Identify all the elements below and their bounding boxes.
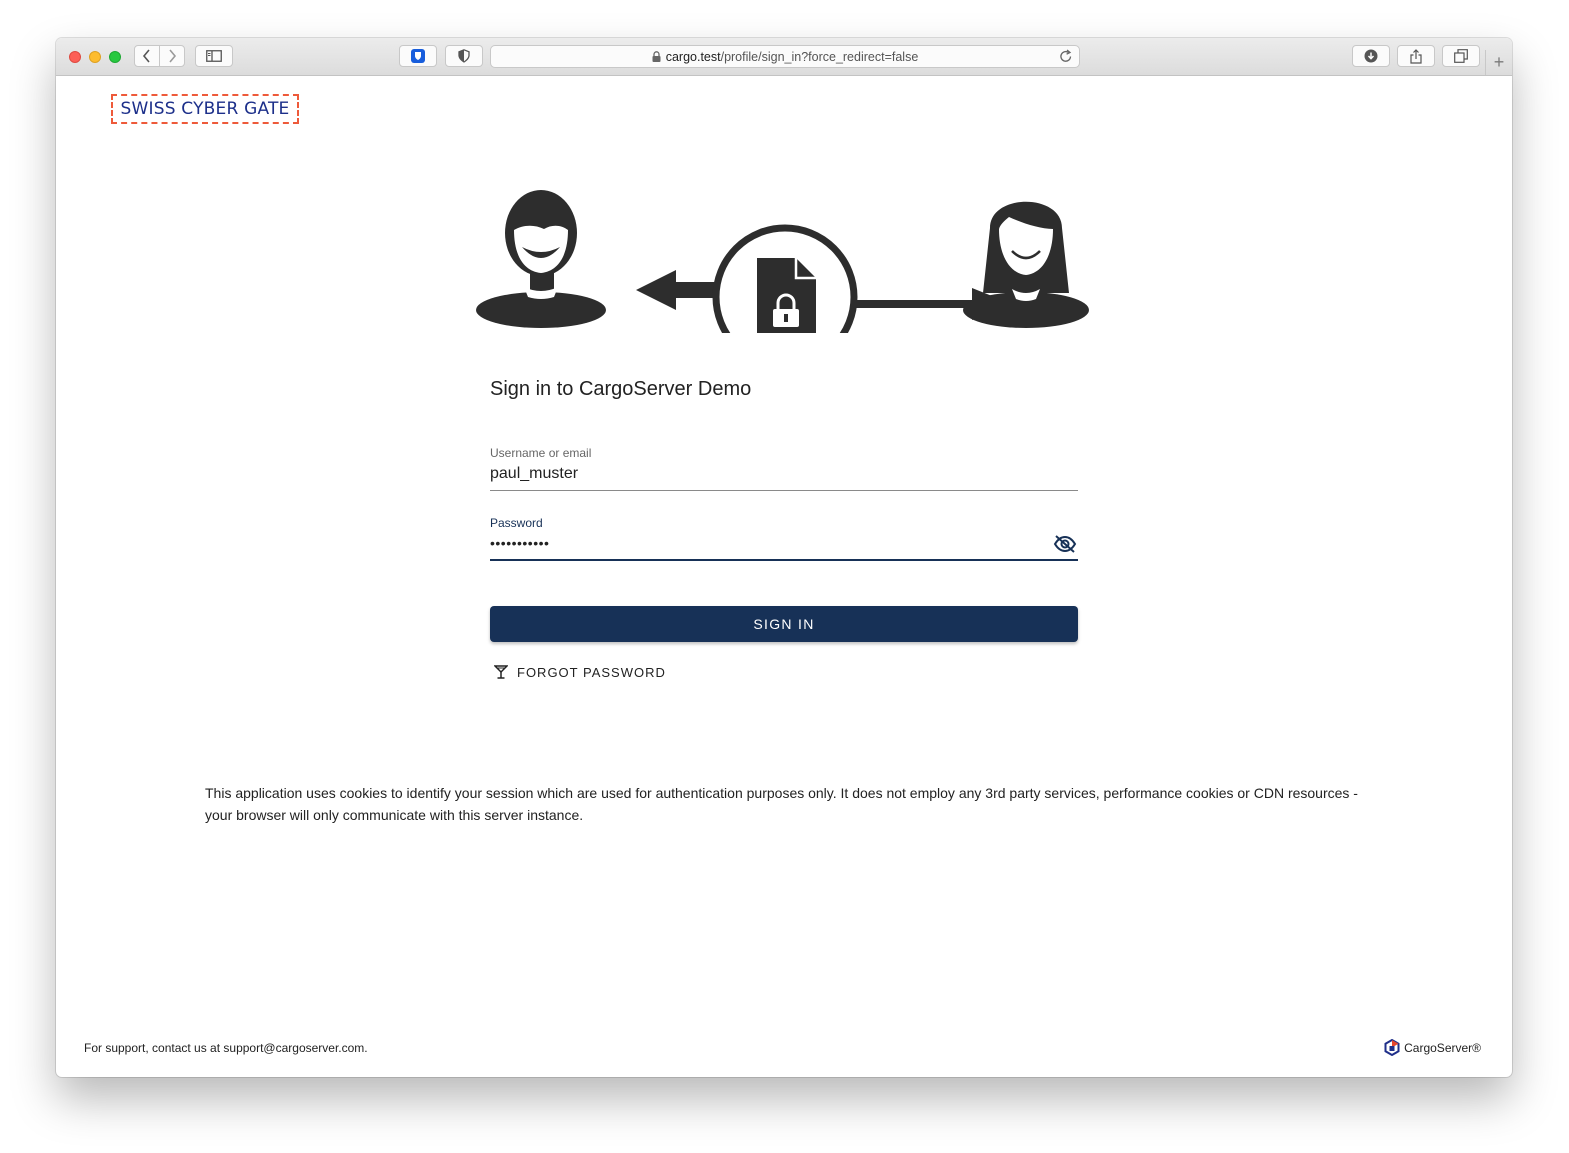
back-icon	[142, 49, 152, 63]
zoom-window-button[interactable]	[109, 51, 121, 63]
bitwarden-extension-button[interactable]	[399, 45, 437, 67]
eye-off-icon[interactable]	[1053, 534, 1077, 554]
forgot-password-label: FORGOT PASSWORD	[517, 664, 666, 680]
cookie-notice	[205, 782, 1385, 826]
page-title: Sign in to CargoServer Demo	[490, 378, 752, 400]
close-window-button[interactable]	[69, 51, 81, 63]
password-underline	[490, 559, 1078, 561]
share-icon	[1410, 49, 1422, 64]
privacy-report-button[interactable]	[445, 45, 483, 67]
reload-icon[interactable]	[1059, 49, 1073, 67]
minimize-window-button[interactable]	[89, 51, 101, 63]
cargoserver-logo-icon	[1384, 1039, 1400, 1056]
arrow-left-icon	[636, 270, 717, 310]
bitwarden-icon	[411, 49, 425, 63]
footer-brand[interactable]	[1384, 1039, 1481, 1056]
secure-transfer-illustration	[474, 183, 1094, 333]
swiss-cyber-gate-logo[interactable]: SWISS CYBER GATE	[111, 94, 299, 124]
cookie-notice-line-2: your browser will only communicate with this server instance.	[205, 807, 584, 823]
username-label: Username or email	[490, 446, 592, 460]
brand-label: CargoServer®	[1404, 1040, 1481, 1055]
share-button[interactable]	[1397, 45, 1435, 67]
sidebar-button[interactable]	[195, 45, 233, 67]
tab-overview-button[interactable]	[1442, 45, 1480, 67]
locked-file-icon	[757, 258, 816, 333]
new-tab-button[interactable]: +	[1485, 50, 1512, 75]
password-label: Password	[490, 516, 543, 530]
forward-icon	[167, 49, 177, 63]
username-underline	[490, 490, 1078, 491]
lock-icon	[652, 51, 661, 62]
download-icon	[1364, 49, 1378, 63]
sidebar-icon	[206, 50, 222, 62]
privacy-shield-icon	[458, 49, 470, 63]
tabs-icon	[1454, 49, 1468, 63]
url-path: /profile/sign_in?force_redirect=false	[720, 49, 919, 64]
support-text: For support, contact us at support@cargoserver.com.	[84, 1041, 368, 1055]
back-button[interactable]	[134, 45, 160, 67]
downloads-button[interactable]	[1352, 45, 1390, 67]
cookie-notice-line-1: This application uses cookies to identify your session which are used for authentication purposes only. It does not employ any 3rd party services, performance cookies or CDN resources -	[205, 785, 1358, 801]
forgot-password-icon	[494, 665, 508, 679]
forgot-password-button[interactable]	[494, 662, 666, 682]
sign-in-button[interactable]: SIGN IN	[490, 606, 1078, 642]
browser-toolbar	[56, 38, 1512, 76]
browser-window	[56, 38, 1512, 1077]
username-field[interactable]: paul_muster	[490, 465, 579, 482]
address-bar[interactable]	[490, 45, 1080, 68]
password-field[interactable]: •••••••••••	[490, 535, 550, 551]
forward-button[interactable]	[159, 45, 185, 67]
url-host: cargo.test	[665, 49, 721, 64]
